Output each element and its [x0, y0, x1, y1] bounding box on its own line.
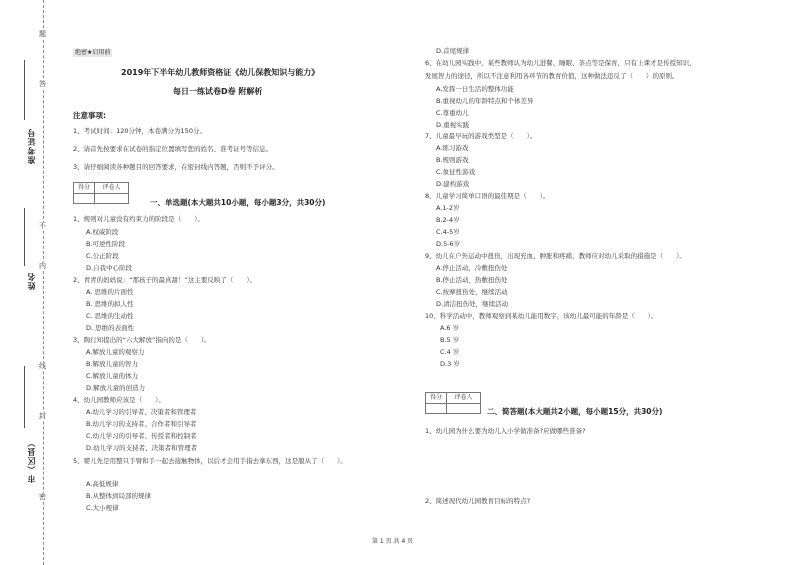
- binding-margin: [0, 0, 60, 565]
- notes-heading: 注意事项:: [73, 111, 106, 120]
- score-label: 得分: [74, 183, 95, 193]
- option: D.首尾规律: [436, 47, 470, 55]
- score-box: [73, 182, 129, 204]
- option: B.重视幼儿的年龄特点和个体差异: [436, 97, 534, 105]
- option: D. 思维的表面性: [86, 324, 135, 332]
- secret-tag: 绝密★启用前: [75, 49, 111, 56]
- option: A. 思维的片面性: [86, 288, 134, 296]
- short-question-2: 2、简述现代幼儿园教育目标的特点?: [425, 497, 531, 505]
- page-number: 第 1 页 共 4 页: [372, 538, 414, 545]
- question-8: 8、儿童学习简单口语的最佳期是（ ）。: [425, 192, 550, 200]
- short-question-1: 1、幼儿园为什么要为幼儿入小学做准备?应做哪些准备?: [425, 427, 586, 435]
- option: C.解放儿童的体力: [86, 372, 139, 380]
- seal-char: 题: [39, 30, 46, 38]
- question-9: 9、幼儿在户外运动中扭伤，出现充血、肿胀和疼痛，教师应对幼儿采取的措施是（ ）。: [425, 252, 686, 260]
- question-6-cont: 发展智力的途径，所以不注意利用各环节的教育价值，这种做法违反了（ ）的原则。: [425, 72, 679, 80]
- option: D.重视实践: [436, 121, 470, 129]
- question-1: 1、规则对儿童没有约束力的阶段是（ ）。: [73, 215, 204, 223]
- name-line: [24, 208, 25, 266]
- option: B.5 岁: [440, 336, 460, 344]
- option: C.大小规律: [86, 504, 119, 512]
- option: B. 思维的拟人性: [86, 300, 134, 308]
- question-7: 7、儿童最早玩的游戏类型是（ ）。: [425, 132, 537, 140]
- option: C.幼儿学习的引导者、传授者和控制者: [86, 432, 197, 440]
- option: B.规则游戏: [436, 156, 469, 164]
- option: B.解放儿童的智力: [86, 360, 139, 368]
- seal-char: 线: [39, 362, 46, 370]
- option: A.幼儿学习的引导者、决策者和管理者: [86, 408, 197, 416]
- page-subtitle: 每日一练试卷D卷 附解析: [173, 87, 263, 96]
- seal-char: 封: [39, 412, 46, 420]
- option: A.权威阶段: [86, 228, 119, 236]
- option: D.建构游戏: [436, 180, 470, 188]
- question-3: 3、陶行知提出的“六大解放”指向的是（ ）。: [73, 336, 211, 344]
- score-label: 得分: [426, 393, 447, 403]
- section2-title: 二、简答题(本大题共2小题，每小题15分，共30分): [487, 407, 663, 416]
- note-item: 2、请首先按要求在试卷的指定位置填写您的姓名、准考证号等信息。: [73, 145, 273, 153]
- score-box: [425, 392, 481, 414]
- option: C.尊重幼儿: [436, 109, 469, 117]
- option: B.从整体到局部的规律: [86, 492, 152, 500]
- district-line: [24, 366, 25, 428]
- option: A.练习游戏: [436, 144, 469, 152]
- option: D.清洁扭伤处，继续活动: [436, 300, 509, 308]
- option: D.3 岁: [440, 360, 460, 368]
- reviewer-label: 评卷人: [454, 394, 473, 401]
- exam-number-label: 准考证号: [27, 128, 36, 164]
- seal-char: 内: [39, 262, 46, 270]
- district-label: 市（区县）: [27, 438, 36, 483]
- question-5: 5、婴儿先是用整只手臂和手一起去接触物体，以后才会用手指去拿东西，这是服从了（ ）。: [73, 457, 347, 465]
- note-item: 3、请仔细阅读各种题目的回答要求，在密封线内答题，否则不予评分。: [73, 163, 279, 171]
- section1-title: 一、单选题(本大题共10小题，每小题3分，共30分): [150, 198, 326, 207]
- seal-char: 不: [39, 222, 46, 230]
- note-item: 1、考试时间：120分钟，本卷满分为150分。: [73, 127, 206, 135]
- option: B.2-4岁: [436, 216, 460, 224]
- option: D.自我中心阶段: [86, 264, 133, 272]
- reviewer-label: 评卷人: [102, 184, 121, 191]
- option: C.4-5岁: [436, 228, 460, 236]
- option: A.高低规律: [86, 480, 119, 488]
- question-4: 4、幼儿园教师应该是（ ）。: [73, 396, 165, 404]
- question-2: 2、青青的妈妈说：“那孩子的最真甜！”这主要反映了（ ）。: [73, 276, 257, 284]
- seal-char: 答: [39, 80, 46, 88]
- option: D.解放儿童的创造力: [86, 384, 146, 392]
- option: B.幼儿学习的支持者、合作者和引导者: [86, 420, 197, 428]
- question-10: 10、科学活动中，教师观察到某幼儿能用数字，该幼儿最可能的年龄是（ ）。: [425, 312, 658, 320]
- seal-char: 密: [39, 493, 46, 501]
- option: C.象征性游戏: [436, 168, 476, 176]
- option: B.停止活动，热敷扭伤处: [436, 276, 508, 284]
- option: C.按摩扭伤处，继续活动: [436, 288, 508, 296]
- option: C.4 岁: [440, 348, 460, 356]
- option: B.可逆性阶段: [86, 240, 126, 248]
- question-6: 6、在幼儿园实践中，某些教师认为幼儿进餐、睡眠、茶点等是保育，只有上课才是传授知识、: [425, 59, 696, 67]
- page-title: 2019年下半年幼儿教师资格证《幼儿保教知识与能力》: [121, 68, 320, 77]
- option: A.解放儿童的观察力: [86, 348, 145, 356]
- option: A.6 岁: [440, 324, 460, 332]
- option: A.停止活动，冷敷扭伤处: [436, 264, 508, 272]
- option: D.幼儿学习的支持者、决策者和管理者: [86, 444, 198, 452]
- name-label: 姓名: [27, 272, 36, 290]
- option: C. 思维的生动性: [86, 312, 134, 320]
- option: C.公正阶段: [86, 252, 119, 260]
- exam-number-line: [24, 60, 25, 120]
- option: A.发挥一日生活的整体功能: [436, 85, 514, 93]
- option: D.5-6岁: [436, 240, 461, 248]
- option: A.1-2岁: [436, 204, 460, 212]
